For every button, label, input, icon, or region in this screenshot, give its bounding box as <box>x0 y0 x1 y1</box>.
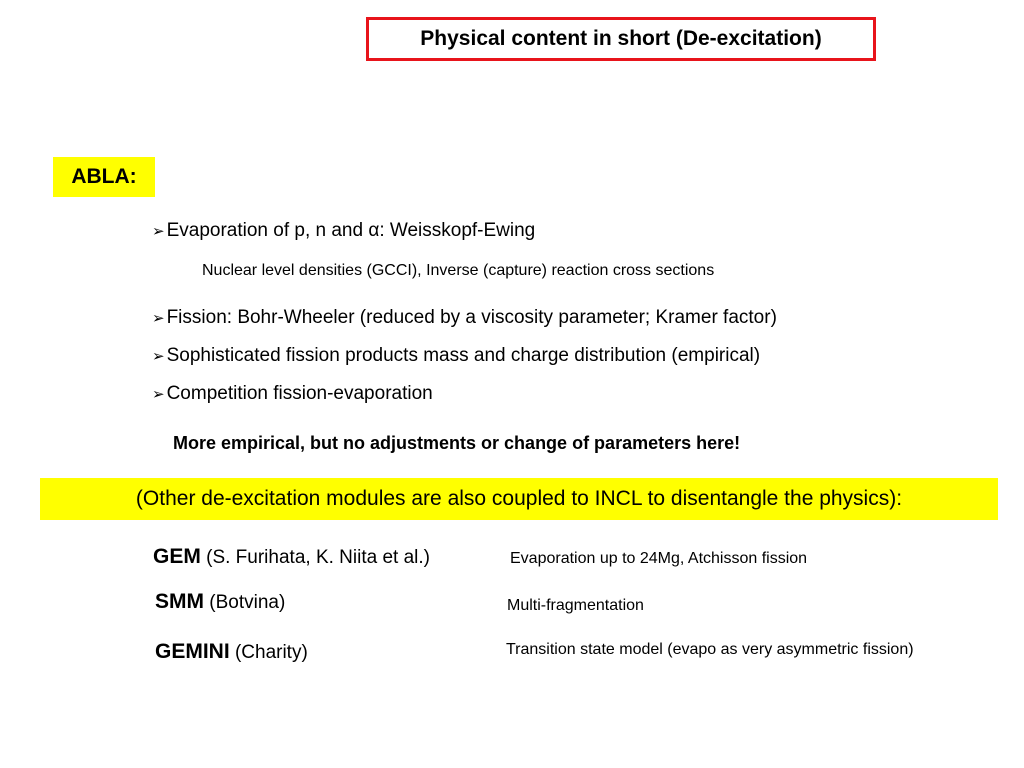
module-description: Transition state model (evapo as very asymmetric fission) <box>506 641 914 658</box>
abla-note <box>173 433 740 454</box>
arrow-bullet-icon: ➢ <box>152 386 165 403</box>
module-authors: (S. Furihata, K. Niita et al.) <box>206 547 430 568</box>
sub-text: Nuclear level densities (GCCI), Inverse (capture) reaction cross sections <box>202 262 715 279</box>
module-name: GEM <box>153 545 201 568</box>
module-smm <box>155 590 285 614</box>
abla-sub-densities <box>202 262 714 280</box>
arrow-bullet-icon: ➢ <box>152 310 165 327</box>
abla-bullet-fission-products <box>152 345 760 367</box>
bullet-text: Fission: Bohr-Wheeler (reduced by a viscosity parameter; Kramer factor) <box>166 307 777 328</box>
abla-bullet-fission <box>152 307 777 329</box>
module-description: Multi-fragmentation <box>507 597 644 614</box>
module-name: GEMINI <box>155 640 230 663</box>
module-gem <box>153 545 430 569</box>
abla-bullet-evaporation <box>152 220 535 242</box>
page-title <box>366 17 876 61</box>
other-modules-banner <box>40 478 998 520</box>
module-authors: (Botvina) <box>209 592 286 613</box>
note-text: More empirical, but no adjustments or change of parameters here! <box>173 433 741 453</box>
module-gemini <box>155 640 308 664</box>
module-name: SMM <box>155 590 204 613</box>
banner-text: (Other de-excitation modules are also coupled to INCL to disentangle the physics): <box>135 487 903 510</box>
bullet-text: Evaporation of p, n and α: Weisskopf-Ewing <box>166 220 536 241</box>
arrow-bullet-icon: ➢ <box>152 223 165 240</box>
page-title-text: Physical content in short (De-excitation) <box>420 27 822 50</box>
bullet-text: Competition fission-evaporation <box>166 383 433 404</box>
abla-label-text: ABLA: <box>71 165 137 188</box>
module-gemini-description <box>506 641 914 659</box>
module-description: Evaporation up to 24Mg, Atchisson fission <box>510 550 808 567</box>
module-authors: (Charity) <box>234 642 308 663</box>
module-smm-description <box>507 597 644 615</box>
arrow-bullet-icon: ➢ <box>152 348 165 365</box>
abla-label <box>53 157 155 197</box>
bullet-text: Sophisticated fission products mass and charge distribution (empirical) <box>166 345 761 366</box>
abla-bullet-competition <box>152 383 433 405</box>
module-gem-description <box>510 550 807 568</box>
